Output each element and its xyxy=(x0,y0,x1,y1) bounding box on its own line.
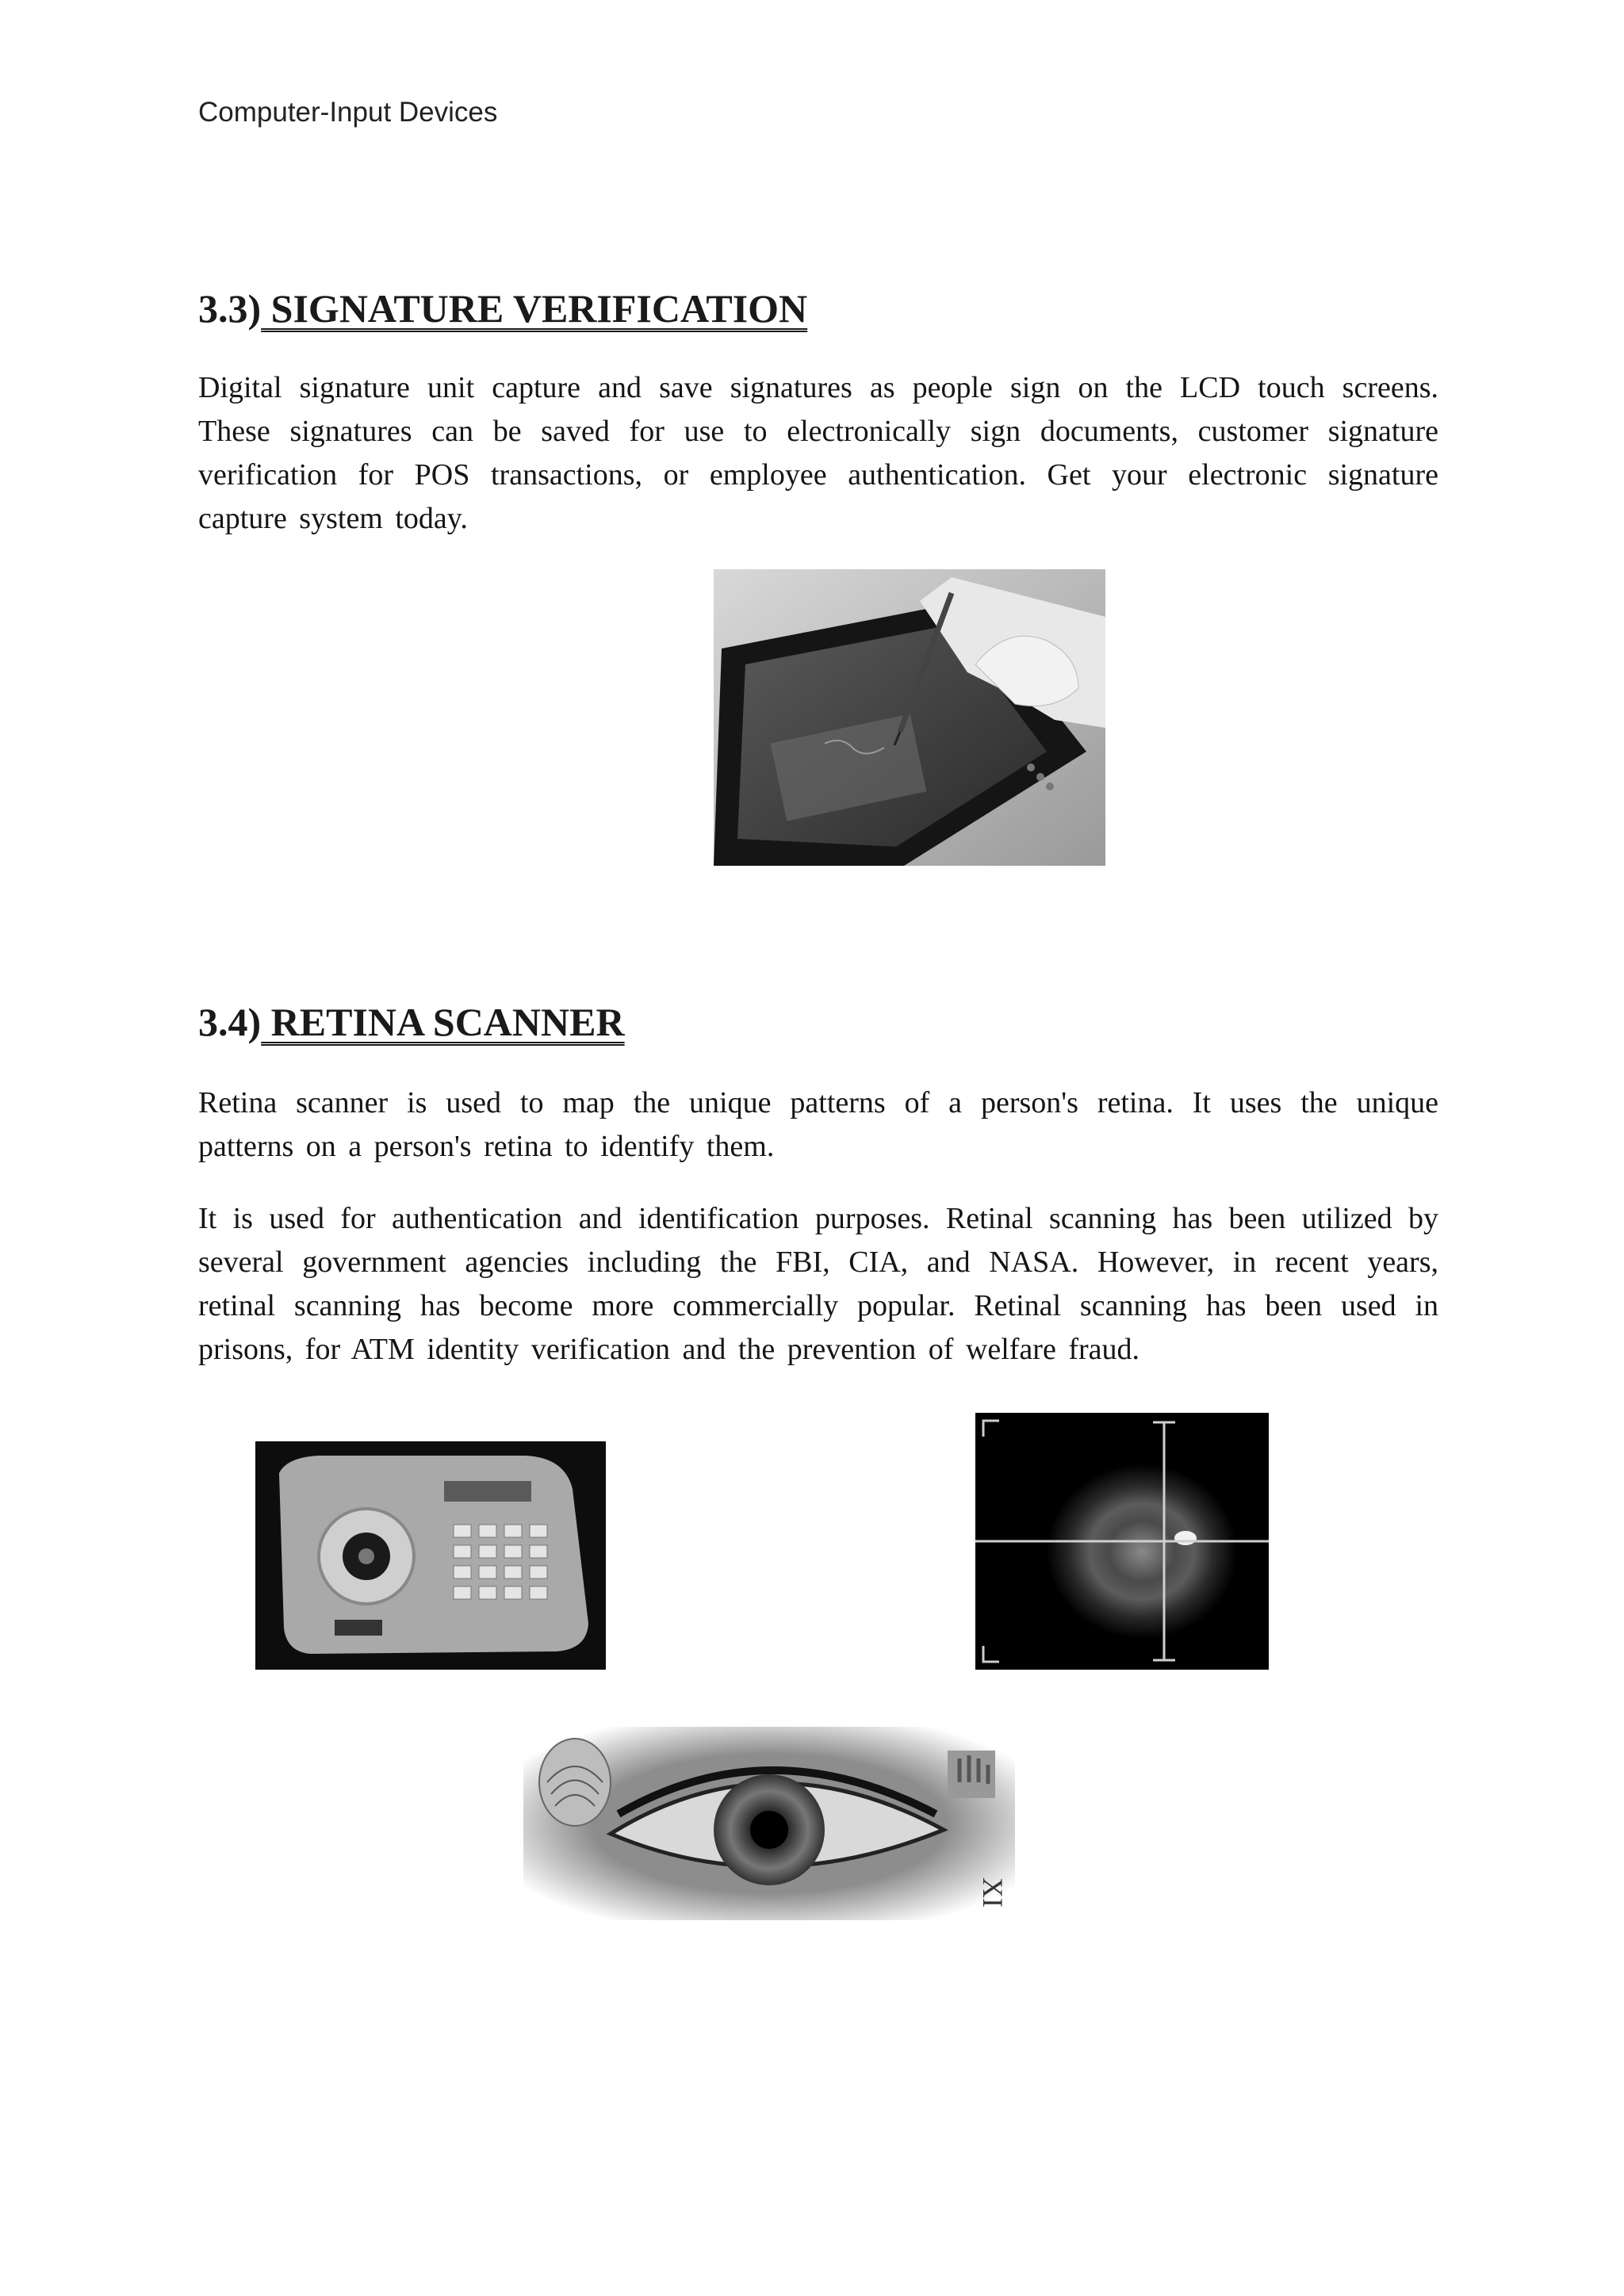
section-heading-signature xyxy=(198,285,807,331)
retina-scanner-keypad-photo xyxy=(255,1441,606,1670)
retina-scan-image xyxy=(975,1413,1269,1670)
section-number: 3.3) xyxy=(198,286,262,331)
eye-biometric-collage xyxy=(515,1719,1023,1928)
section-title: SIGNATURE VERIFICATION xyxy=(261,286,808,331)
signature-pad-photo xyxy=(714,569,1105,866)
svg-text:XI: XI xyxy=(977,1877,1009,1908)
section-heading-retina xyxy=(198,999,625,1045)
section-title: RETINA SCANNER xyxy=(261,1000,625,1044)
signature-paragraph: Digital signature unit capture and save signatures as people sign on the LCD touch screens. These signatures can be saved for use to electronically sign documents, customer signature verification for POS transactions, or employee authentication. Get your electronic signature capture system today. xyxy=(198,371,1438,535)
retina-paragraph-1: Retina scanner is used to map the unique patterns of a person's retina. It uses the unique patterns on a person's retina to identify them. xyxy=(198,1086,1438,1163)
page-header: Computer-Input Devices xyxy=(198,97,498,128)
retina-paragraph-2: It is used for authentication and identification purposes. Retinal scanning has been utilized by several government agencies including the FBI, CIA, and NASA. However, in recent years, retinal scanning has become more commercially popular. Retinal scanning has been used in prisons, for ATM identity verification and the prevention of welfare fraud. xyxy=(198,1202,1438,1366)
section-number: 3.4) xyxy=(198,1000,262,1044)
